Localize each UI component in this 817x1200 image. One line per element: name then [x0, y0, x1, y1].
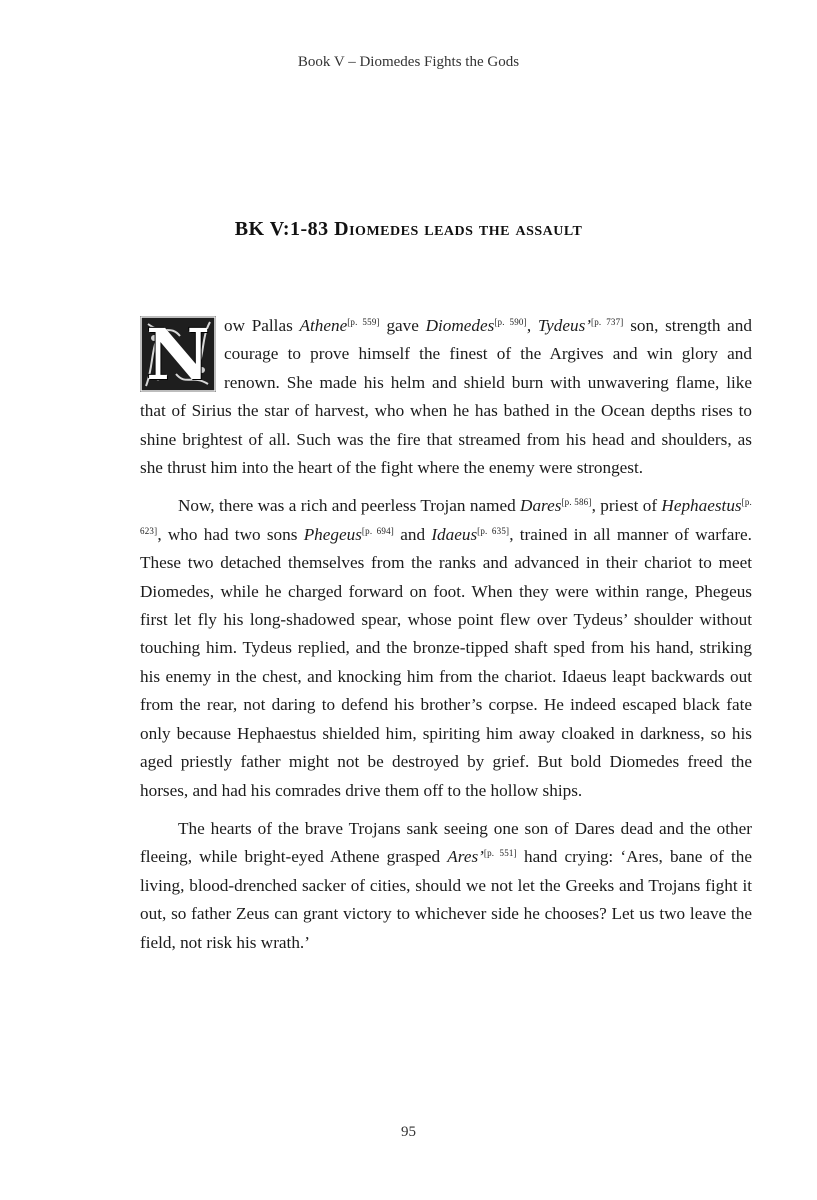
name-link-dares[interactable]: Dares — [520, 496, 562, 516]
name-link-athene[interactable]: Athene — [299, 316, 348, 335]
name-link-idaeus[interactable]: Idaeus — [431, 524, 478, 544]
page-number: 95 — [401, 1124, 416, 1140]
text-run: and — [393, 524, 432, 544]
body-text — [140, 312, 752, 967]
name-link-hephaestus[interactable]: Hephaestus — [661, 496, 742, 516]
text-run: , trained in all manner of warfare. These two detached themselves from the ranks and advanced in their chariot to meet Diomedes, while he charged forward on foot. When they were within range, Phegeus first let fly his long-shadowed spear, whose point flew over Tydeus’ shoulder without touching him. Tydeus replied, and the bronze-tipped shaft sped from his hand, striking his enemy in the chest, and knocking him from the chariot. Idaeus leapt backwards out from the rear, not daring to defend his brother’s corpse. He indeed escaped black fate only because Hephaestus shielded him, spiriting him away cloaked in darkness, so his aged priestly father might not be destroyed by grief. But bold Diomedes freed the horses, and had his comrades drive them off to the hollow ships. — [140, 524, 752, 800]
paragraph-3 — [140, 815, 752, 957]
page-ref[interactable]: [p. 586] — [561, 497, 592, 508]
paragraph-2 — [140, 492, 752, 804]
name-link-diomedes[interactable]: Diomedes — [425, 316, 495, 335]
dropcap-letter: N — [146, 316, 210, 392]
paragraph-1 — [140, 312, 752, 482]
text-run: hand crying: ‘Ares, bane of the living, blood-drenched sacker of cities, should we not let the Greeks and Trojans fight it out, so father Zeus can grant victory to whichever side he chooses? Let us two leave the field, not risk his wrath.’ — [140, 847, 753, 952]
page-ref[interactable]: [p. 559] — [347, 317, 380, 327]
text-run: , — [526, 316, 538, 335]
text-run: ow Pallas — [224, 316, 300, 335]
running-head: Book V – Diomedes Fights the Gods — [297, 54, 520, 70]
text-run: Now, there was a rich and peerless Trojan named — [178, 496, 521, 516]
chapter-title: BK V:1-83 Diomedes leads the assault — [234, 218, 583, 240]
text-run: gave — [379, 316, 426, 335]
page-ref[interactable]: [p. 590] — [494, 317, 527, 327]
name-link-phegeus[interactable]: Phegeus — [303, 524, 362, 544]
dropcap-ornament — [140, 316, 216, 392]
name-link-tydeus[interactable]: Tydeus’ — [537, 316, 591, 335]
text-run: son, strength and courage to prove himself the finest of the Argives and win glory and renown. She made his helm and shield burn with unwavering flame, like that of Sirius the star of harvest, who when he has bathed in the Ocean depths rises to shine brightest of all. Such was the fire that streamed from his head and shoulders, as she thrust him into the heart of the fight where the enemy were strongest. — [140, 316, 752, 478]
name-link-ares[interactable]: Ares’ — [447, 847, 484, 867]
page-ref[interactable]: [p. 551] — [483, 848, 517, 859]
page-ref[interactable]: [p. 635] — [477, 525, 510, 536]
page-ref[interactable]: [p. 694] — [361, 525, 394, 536]
page-ref[interactable]: [p. 623] — [140, 497, 752, 536]
text-run: The hearts of the brave Trojans sank seeing one son of Dares dead and the other fleeing, while bright-eyed Athene grasped — [140, 818, 752, 867]
page-ref[interactable]: [p. 737] — [591, 317, 624, 327]
text-run: , who had two sons — [157, 524, 304, 544]
text-run: , priest of — [591, 496, 662, 516]
